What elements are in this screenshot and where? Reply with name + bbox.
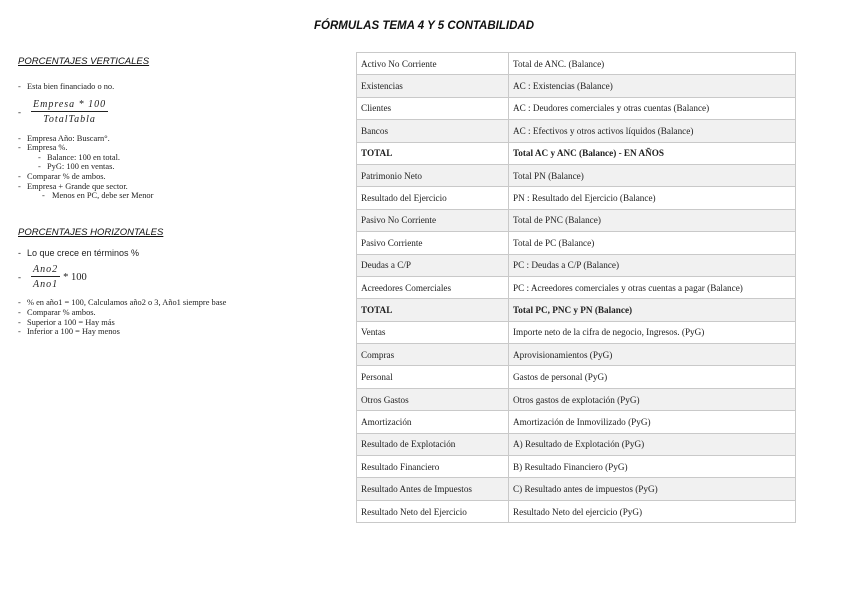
concept-cell: TOTAL [357,299,509,321]
table-row [357,456,796,478]
list-item: - Empresa + Grande que sector. [18,181,128,191]
formula-cell: PN : Resultado del Ejercicio (Balance) [509,187,796,209]
vertical-formula: - $\frac{\text{Empresa * 100}}{\text{TotalTabla}}$ [18,98,107,125]
list-item: - Balance: 100 en total. [38,152,121,162]
table-row [357,321,796,343]
formula-cell: Total de ANC. (Balance) [509,53,796,75]
formula-cell: Aprovisionamientos (PyG) [509,344,796,366]
formulas-table [356,52,796,523]
formula-cell: AC : Existencias (Balance) [509,75,796,97]
vertical-intro: - Esta bien financiado o no. [18,82,115,91]
formula-cell: Resultado Neto del ejercicio (PyG) [509,500,796,522]
concept-cell: TOTAL [357,142,509,164]
formula-cell: Amortización de Inmovilizado (PyG) [509,411,796,433]
concept-cell: Resultado Financiero [357,456,509,478]
concept-cell: Resultado Neto del Ejercicio [357,500,509,522]
formula-cell: Total de PC (Balance) [509,232,796,254]
table-row [357,276,796,298]
list-item: - Inferior a 100 = Hay menos [18,327,120,337]
list-item: - PyG: 100 en ventas. [38,162,115,172]
concept-cell: Resultado del Ejercicio [357,187,509,209]
concept-cell: Clientes [357,97,509,119]
horizontal-heading: PORCENTAJES HORIZONTALES [18,226,164,238]
table-row [357,53,796,75]
concept-cell: Amortización [357,411,509,433]
horizontal-intro: - Lo que crece en términos % [18,247,140,258]
table-row [357,366,796,388]
formula-cell: B) Resultado Financiero (PyG) [509,456,796,478]
concept-cell: Compras [357,344,509,366]
concept-cell: Pasivo No Corriente [357,209,509,231]
table-row [357,187,796,209]
table-row [357,500,796,522]
list-item: - Superior a 100 = Hay más [18,317,115,327]
table-row [357,388,796,410]
vertical-formula-numerator: Empresa * 100 [33,98,107,110]
vertical-formula-denominator: TotalTabla [43,113,96,125]
concept-cell: Existencias [357,75,509,97]
table-row [357,344,796,366]
formula-cell: AC : Deudores comerciales y otras cuentas (Balance) [509,97,796,119]
concept-cell: Patrimonio Neto [357,164,509,186]
table-row-total [357,142,796,164]
concept-cell: Activo No Corriente [357,53,509,75]
table-row [357,254,796,276]
horizontal-list [18,298,338,336]
concept-cell: Bancos [357,120,509,142]
list-item: - Comparar % ambos. [18,307,96,317]
formula-cell: Gastos de personal (PyG) [509,366,796,388]
table-row [357,411,796,433]
formula-cell: PC : Acreedores comerciales y otras cuentas a pagar (Balance) [509,276,796,298]
table-row [357,164,796,186]
table-row [357,75,796,97]
page-title: FÓRMULAS TEMA 4 Y 5 CONTABILIDAD [314,20,534,32]
formula-cell: Total de PNC (Balance) [509,209,796,231]
table-row [357,209,796,231]
list-item: - Empresa %. [18,143,68,153]
formula-cell: AC : Efectivos y otros activos líquidos (Balance) [509,120,796,142]
list-item: - Comparar % de ambos. [18,171,106,181]
left-notes [18,56,338,337]
formula-cell: Importe neto de la cifra de negocio, Ingresos. (PyG) [509,321,796,343]
formula-cell: C) Resultado antes de impuestos (PyG) [509,478,796,500]
formula-cell: Otros gastos de explotación (PyG) [509,388,796,410]
list-item: - Empresa Año: Buscarn°. [18,133,110,143]
table-row [357,478,796,500]
table-row-total [357,299,796,321]
list-item: - Menos en PC, debe ser Menor [42,191,154,201]
horizontal-formula-numerator: Ano2 [33,264,59,276]
table-row [357,97,796,119]
concept-cell: Personal [357,366,509,388]
concept-cell: Resultado de Explotación [357,433,509,455]
horizontal-formula-denominator: Ano1 [33,279,59,291]
horizontal-formula-multiplier: * 100 [63,271,87,283]
concept-cell: Resultado Antes de Impuestos [357,478,509,500]
list-item: - % en año1 = 100, Calculamos año2 o 3, Año1 siempre base [18,298,227,308]
table-row [357,433,796,455]
horizontal-formula: - $\frac{\text{Ano2}}{\text{Ano1}}$ * 100 [18,264,87,291]
table-row [357,232,796,254]
formula-cell: A) Resultado de Explotación (PyG) [509,433,796,455]
concept-cell: Otros Gastos [357,388,509,410]
vertical-heading: PORCENTAJES VERTICALES [18,56,150,67]
vertical-list [18,134,338,201]
concept-cell: Acreedores Comerciales [357,276,509,298]
concept-cell: Ventas [357,321,509,343]
concept-cell: Pasivo Corriente [357,232,509,254]
formula-cell: PC : Deudas a C/P (Balance) [509,254,796,276]
formula-cell: Total AC y ANC (Balance) - EN AÑOS [509,142,796,164]
concept-cell: Deudas a C/P [357,254,509,276]
table-row [357,120,796,142]
formula-cell: Total PN (Balance) [509,164,796,186]
formula-cell: Total PC, PNC y PN (Balance) [509,299,796,321]
